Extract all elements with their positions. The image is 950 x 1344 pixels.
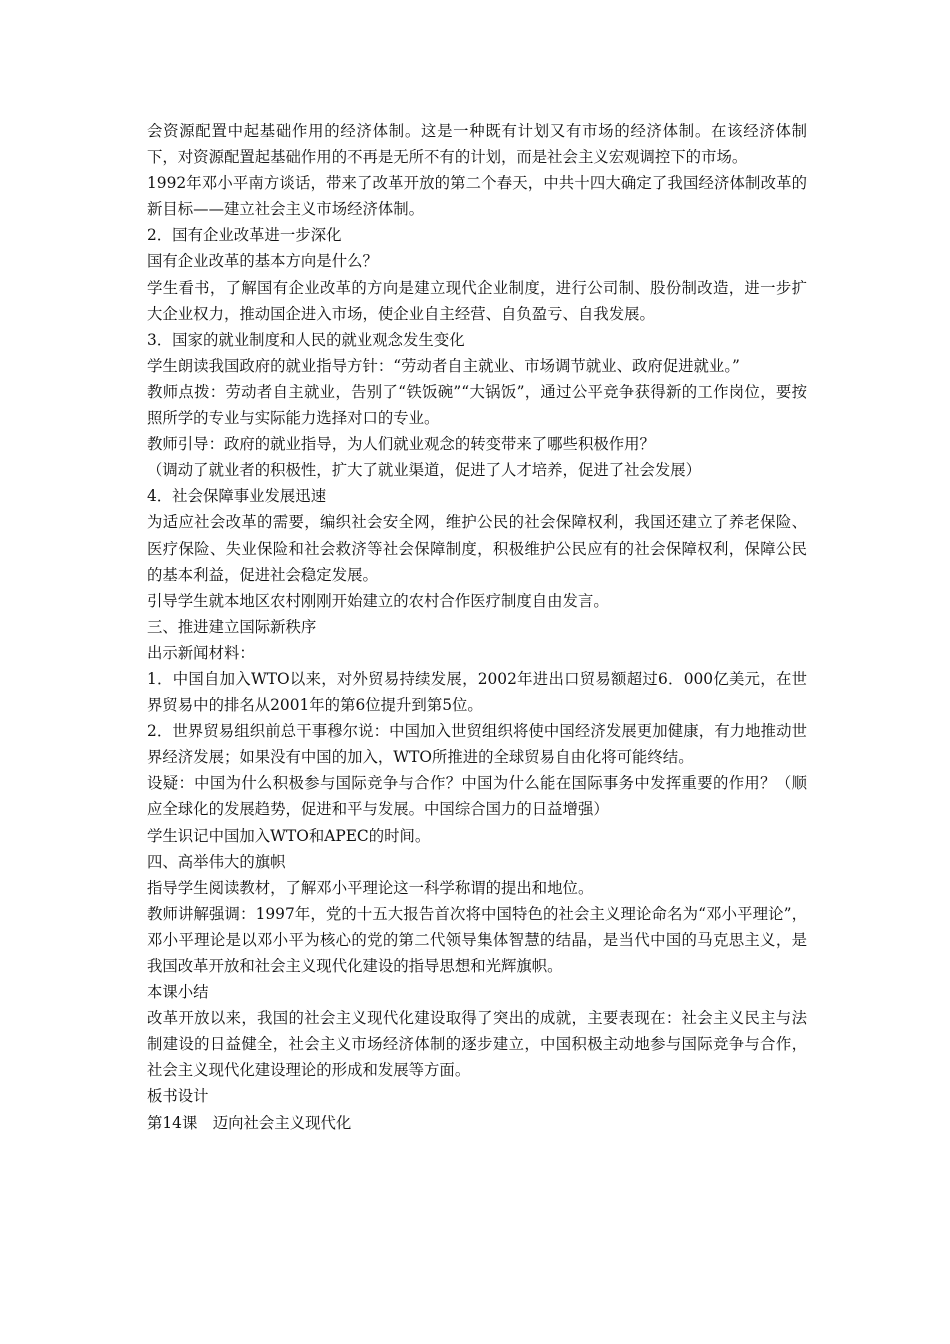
- heading-board-design: 板书设计: [147, 1087, 209, 1106]
- question-soe-reform-direction: 国有企业改革的基本方向是什么？: [147, 252, 378, 271]
- paragraph-guidance-answer: （调动了就业者的积极性，扩大了就业渠道，促进了人才培养，促进了社会发展）: [147, 461, 702, 480]
- heading-great-banner: 四、高举伟大的旗帜: [147, 852, 286, 871]
- heading-soe-reform: 2．国有企业改革进一步深化: [147, 226, 342, 245]
- paragraph-news-material-intro: 出示新闻材料：: [147, 643, 255, 662]
- paragraph-soe-reform-answer: 学生看书，了解国有企业改革的方向是建立现代企业制度，进行公司制、股份制改造，进一步扩大企业权力，推动国企进入市场，使企业自主经营、自负盈亏、自我发展。: [147, 278, 807, 323]
- heading-international-order: 三、推进建立国际新秩序: [147, 617, 317, 636]
- heading-social-security: 4．社会保障事业发展迅速: [147, 487, 327, 506]
- paragraph-news-moore-quote: 2．世界贸易组织前总干事穆尔说：中国加入世贸组织将使中国经济发展更加健康，有力地推动世界经济发展；如果没有中国的加入，WTO所推进的全球贸易自由化将可能终结。: [147, 722, 807, 767]
- paragraph-question-cooperation: 设疑：中国为什么积极参与国际竞争与合作？中国为什么能在国际事务中发挥重要的作用？（顺应全球化的发展趋势，促进和平与发展。中国综合国力的日益增强）: [147, 774, 807, 819]
- heading-employment-change: 3．国家的就业制度和人民的就业观念发生变化: [147, 330, 465, 349]
- paragraph-1992-southern-tour: 1992年邓小平南方谈话，带来了改革开放的第二个春天，中共十四大确定了我国经济体制改革的新目标——建立社会主义市场经济体制。: [147, 174, 807, 219]
- paragraph-market-economy-definition: 会资源配置中起基础作用的经济体制。这是一种既有计划又有市场的经济体制。在该经济体制下，对资源配置起基础作用的不再是无所不有的计划，而是社会主义宏观调控下的市场。: [147, 122, 807, 167]
- paragraph-social-security-system: 为适应社会改革的需要，编织社会安全网，维护公民的社会保障权利，我国还建立了养老保险、医疗保险、失业保险和社会救济等社会保障制度，积极维护公民应有的社会保障权利，保障公民的基本利益，促进社会稳定发展。: [147, 513, 807, 584]
- paragraph-read-textbook: 指导学生阅读教材，了解邓小平理论这一科学称谓的提出和地位。: [147, 878, 594, 897]
- document-body: [147, 118, 807, 1136]
- paragraph-teacher-guidance: 教师引导：政府的就业指导，为人们就业观念的转变带来了哪些积极作用？: [147, 435, 655, 454]
- paragraph-deng-theory: 教师讲解强调：1997年，党的十五大报告首次将中国特色的社会主义理论命名为“邓小平理论”，邓小平理论是以邓小平为核心的党的第二代领导集体智慧的结晶，是当代中国的马克思主义，是我国改革开放和社会主义现代化建设的指导思想和光辉旗帜。: [147, 904, 807, 975]
- paragraph-employment-policy: 学生朗读我国政府的就业指导方针：“劳动者自主就业、市场调节就业、政府促进就业。”: [147, 356, 740, 375]
- paragraph-memorize-wto-apec: 学生识记中国加入WTO和APEC的时间。: [147, 826, 431, 845]
- paragraph-teacher-tip: 教师点拨：劳动者自主就业，告别了“铁饭碗”“大锅饭”，通过公平竞争获得新的工作岗位，要按照所学的专业与实际能力选择对口的专业。: [147, 382, 807, 428]
- heading-lesson-summary: 本课小结: [147, 983, 209, 1002]
- paragraph-rural-medical-discussion: 引导学生就本地区农村刚刚开始建立的农村合作医疗制度自由发言。: [147, 591, 609, 610]
- paragraph-news-wto-trade: 1．中国自加入WTO以来，对外贸易持续发展，2002年进出口贸易额超过6．000亿美元，在世界贸易中的排名从2001年的第6位提升到第5位。: [147, 669, 807, 715]
- lesson-title: 第14课 迈向社会主义现代化: [147, 1113, 352, 1132]
- paragraph-summary-text: 改革开放以来，我国的社会主义现代化建设取得了突出的成就，主要表现在：社会主义民主与法制建设的日益健全，社会主义市场经济体制的逐步建立，中国积极主动地参与国际竞争与合作，社会主义现代化建设理论的形成和发展等方面。: [147, 1009, 807, 1080]
